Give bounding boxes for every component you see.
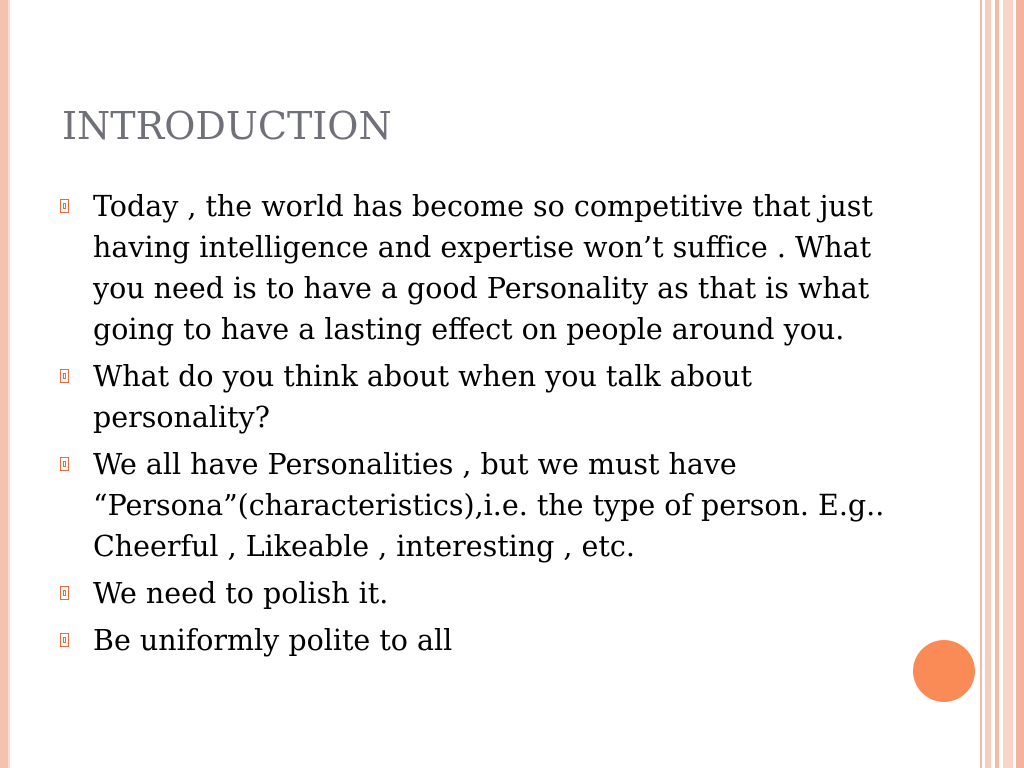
border-stripe [995, 0, 999, 768]
bullet-item [60, 573, 900, 614]
border-stripe [1003, 0, 1013, 768]
bullet-list [60, 186, 900, 667]
right-border-decoration [978, 0, 1024, 768]
slide-title: INTRODUCTION [62, 104, 392, 148]
left-border-decoration [0, 0, 8, 768]
bullet-text: We need to polish it. [93, 577, 389, 610]
bullet-text: Be uniformly polite to all [93, 624, 453, 657]
square-bullet-icon [60, 457, 69, 471]
bullet-item [60, 444, 900, 567]
border-stripe [980, 0, 982, 768]
border-stripe [1016, 0, 1024, 768]
bullet-item [60, 620, 900, 661]
square-bullet-icon [60, 369, 69, 383]
bullet-text: What do you think about when you talk about personality? [93, 360, 752, 434]
square-bullet-icon [60, 633, 69, 647]
accent-circle-decoration [913, 640, 975, 702]
square-bullet-icon [60, 586, 69, 600]
bullet-text: Today , the world has become so competitive that just having intelligence and expertise won’t suffice . What you need is to have a good Personality as that is what going to have a lasting effect on people around you. [93, 190, 873, 346]
bullet-item [60, 186, 900, 350]
square-bullet-icon [60, 199, 69, 213]
border-stripe [985, 0, 991, 768]
bullet-text: We all have Personalities , but we must have “Persona”(characteristics),i.e. the type of person. E.g.. Cheerful , Likeable , interesting , etc. [93, 448, 885, 563]
bullet-item [60, 356, 900, 438]
